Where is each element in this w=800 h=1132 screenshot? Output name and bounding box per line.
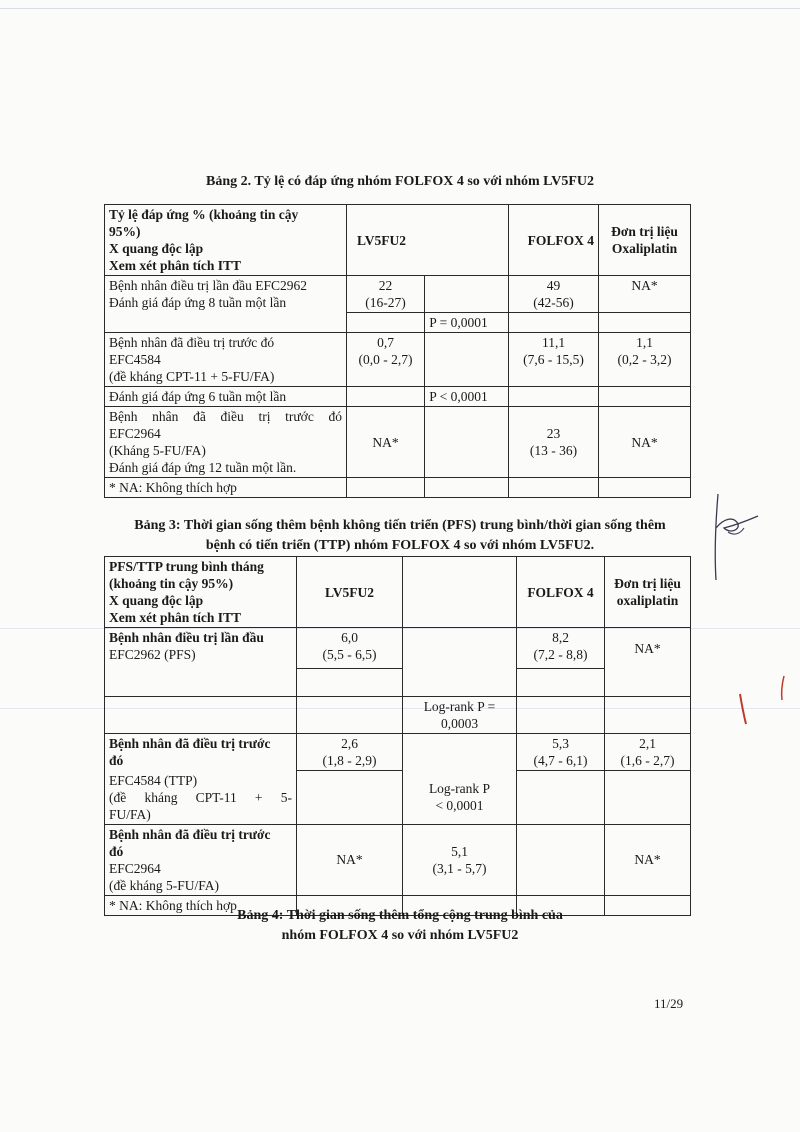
table2-row3-folfox4: 23 (13 - 36) — [509, 407, 599, 478]
table3-row1-folfox4: 8,2 (7,2 - 8,8) — [517, 628, 605, 669]
table2-row2-pvalue: P < 0,0001 — [425, 387, 509, 407]
table3-caption: Bảng 3: Thời gian sống thêm bệnh không tiến triển (PFS) trung bình/thời gian sống thêm bệnh có tiến triển (TTP) nhóm FOLFOX 4 so với nhóm LV5FU2. — [134, 518, 666, 553]
table2-row2-folfox4: 11,1 (7,6 - 15,5) — [509, 333, 599, 387]
table3-row3-lv5fu2: NA* — [297, 824, 403, 895]
table3-row1-mono: NA* — [605, 628, 691, 669]
table3-header-folfox4: FOLFOX 4 — [517, 557, 605, 628]
table3-row2-desc-top: Bệnh nhân đã điều trị trước đó — [105, 734, 297, 771]
table2-header-desc: Tỷ lệ đáp ứng % (khoảng tin cậy 95%) X quang độc lập Xem xét phân tích ITT — [105, 205, 347, 276]
table2-row3-desc: Bệnh nhân đã điều trị trước đó EFC2964 (Kháng 5-FU/FA) Đánh giá đáp ứng 12 tuần một lần. — [105, 407, 347, 478]
table2-row1-desc: Bệnh nhân điều trị lần đầu EFC2962 Đánh giá đáp ứng 8 tuần một lần — [105, 276, 347, 333]
table3-row3 — [105, 824, 691, 895]
table3-header-gap — [403, 557, 517, 628]
table3-row1-gap — [403, 628, 517, 669]
table2-row2-desc: Bệnh nhân đã điều trị trước đó EFC4584 (đề kháng CPT-11 + 5-FU/FA) — [105, 333, 347, 387]
table3-row3-mid: 5,1 (3,1 - 5,7) — [403, 824, 517, 895]
table3-row2 — [105, 734, 691, 771]
page-number: 11/29 — [654, 996, 684, 1011]
table3-row2-gap — [403, 734, 517, 771]
table3-row2-pvalue-line — [105, 771, 691, 825]
table3-row1-pvalue-line — [105, 697, 691, 734]
table2-row3-mono: NA* — [599, 407, 691, 478]
table3-row1-spacer — [105, 668, 691, 697]
table3-row3-folfox4 — [517, 824, 605, 895]
table2-row1-gap — [425, 276, 509, 313]
table3-footnote: * NA: Không thích hợp — [105, 895, 297, 915]
table2-row1-lv5fu2: 22 (16-27) — [347, 276, 425, 313]
table3-row2-folfox4: 5,3 (4,7 - 6,1) — [517, 734, 605, 771]
table2-header-lv5fu2: LV5FU2 — [347, 205, 509, 276]
table2-row2-lv5fu2: 0,7 (0,0 - 2,7) — [347, 333, 425, 387]
table2-row-first-line — [105, 276, 691, 313]
table2-header-mono: Đơn trị liệu Oxaliplatin — [599, 205, 691, 276]
table3 — [104, 556, 691, 916]
scan-edge-line — [0, 8, 800, 9]
table3-row1-pvalue: Log-rank P = 0,0003 — [403, 697, 517, 734]
table2-caption: Bảng 2. Tỷ lệ có đáp ứng nhóm FOLFOX 4 so với nhóm LV5FU2 — [205, 174, 594, 189]
table2-footnote: * NA: Không thích hợp — [105, 478, 347, 498]
handwritten-signature — [700, 488, 770, 588]
table2-row3 — [105, 407, 691, 478]
table3-header-row — [105, 557, 691, 628]
table3-header-mono: Đơn trị liệu oxaliplatin — [605, 557, 691, 628]
table3-row1 — [105, 628, 691, 669]
table3-header-desc: PFS/TTP trung bình tháng (khoảng tin cậy 95%) X quang độc lập Xem xét phân tích ITT — [105, 557, 297, 628]
table3-row3-mono: NA* — [605, 824, 691, 895]
table2-row1-mono: NA* — [599, 276, 691, 313]
table3-row1-desc: Bệnh nhân điều trị lần đầu EFC2962 (PFS) — [105, 628, 297, 669]
table2-footnote-row — [105, 478, 691, 498]
red-stamp-mark — [732, 660, 792, 740]
table2-row2-mono: 1,1 (0,2 - 3,2) — [599, 333, 691, 387]
table2 — [104, 204, 691, 498]
table2-row2-pvalue-line — [105, 387, 691, 407]
table2-row2-desc-last: Đánh giá đáp ứng 6 tuần một lần — [105, 387, 347, 407]
table3-row1-lv5fu2: 6,0 (5,5 - 6,5) — [297, 628, 403, 669]
table3-row2-lv5fu2: 2,6 (1,8 - 2,9) — [297, 734, 403, 771]
table3-row3-desc: Bệnh nhân đã điều trị trước đó EFC2964 (đề kháng 5-FU/FA) — [105, 824, 297, 895]
table2-header-folfox4: FOLFOX 4 — [509, 205, 599, 276]
table2-row1-pvalue: P = 0,0001 — [425, 313, 509, 333]
table2-row2 — [105, 333, 691, 387]
table3-row2-desc-bottom: EFC4584 (TTP) (đề kháng CPT-11 + 5- FU/FA) — [105, 771, 297, 825]
table2-row3-gap — [425, 407, 509, 478]
table4-caption: Bảng 4: Thời gian sống thêm tổng cộng trung bình của nhóm FOLFOX 4 so với nhóm LV5FU2 — [237, 908, 563, 943]
table2-header-row — [105, 205, 691, 276]
table3-row2-pvalue: Log-rank P < 0,0001 — [403, 771, 517, 825]
table2-row1-folfox4: 49 (42-56) — [509, 276, 599, 313]
table3-row2-mono: 2,1 (1,6 - 2,7) — [605, 734, 691, 771]
table3-header-lv5fu2: LV5FU2 — [297, 557, 403, 628]
table2-row2-gap — [425, 333, 509, 387]
table2-row3-lv5fu2: NA* — [347, 407, 425, 478]
